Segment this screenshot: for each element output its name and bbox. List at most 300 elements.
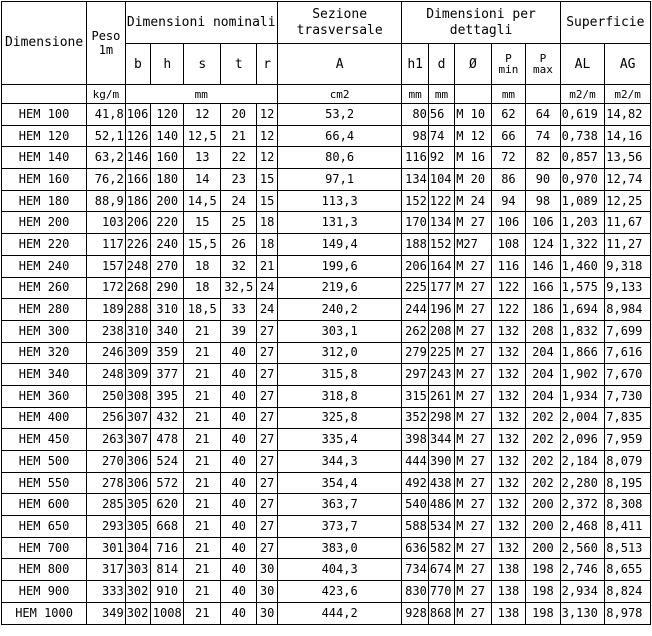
cell-h1: 636: [402, 537, 428, 559]
cell-h1: 188: [402, 234, 428, 256]
cell-al: 2,468: [560, 516, 605, 538]
cell-ag: 7,730: [605, 385, 651, 407]
cell-ag: 7,699: [605, 320, 651, 342]
cell-b: 268: [125, 277, 150, 299]
cell-pmax: 202: [526, 429, 561, 451]
cell-pmax: 124: [526, 234, 561, 256]
unit-d: mm: [428, 85, 454, 104]
cell-al: 1,694: [560, 299, 605, 321]
cell-t: 40: [220, 516, 257, 538]
cell-t: 32: [220, 255, 257, 277]
cell-h: 359: [151, 342, 184, 364]
cell-t: 40: [220, 342, 257, 364]
cell-al: 2,934: [560, 581, 605, 603]
cell-t: 21: [220, 125, 257, 147]
table-row: [2, 147, 651, 169]
cell-t: 40: [220, 451, 257, 473]
table-row: [2, 385, 651, 407]
cell-pmax: 200: [526, 537, 561, 559]
cell-area: 219,6: [277, 277, 402, 299]
cell-ag: 11,67: [605, 212, 651, 234]
cell-phi: M 27: [455, 494, 492, 516]
cell-h1: 152: [402, 190, 428, 212]
cell-h1: 80: [402, 104, 428, 126]
cell-r: 27: [257, 407, 277, 429]
cell-phi: M 27: [455, 516, 492, 538]
cell-b: 310: [125, 320, 150, 342]
cell-al: 1,902: [560, 364, 605, 386]
header-dimensioni-nominali: Dimensioni nominali: [125, 2, 277, 44]
cell-peso: 349: [87, 602, 126, 624]
cell-t: 40: [220, 494, 257, 516]
cell-al: 3,130: [560, 602, 605, 624]
cell-ag: 14,82: [605, 104, 651, 126]
cell-r: 30: [257, 559, 277, 581]
cell-d: 438: [428, 472, 454, 494]
cell-b: 186: [125, 190, 150, 212]
cell-phi: M 20: [455, 169, 492, 191]
header-dettagli-line2: dettagli: [449, 22, 513, 38]
cell-b: 306: [125, 451, 150, 473]
cell-peso: 76,2: [87, 169, 126, 191]
table-row: [2, 125, 651, 147]
cell-r: 27: [257, 451, 277, 473]
cell-h1: 398: [402, 429, 428, 451]
cell-peso: 248: [87, 364, 126, 386]
cell-b: 146: [125, 147, 150, 169]
cell-s: 21: [184, 537, 221, 559]
cell-peso: 285: [87, 494, 126, 516]
cell-r: 30: [257, 581, 277, 603]
cell-ag: 8,984: [605, 299, 651, 321]
header-pmin-min: min: [498, 63, 519, 76]
cell-pmin: 132: [491, 429, 525, 451]
cell-pmin: 72: [491, 147, 525, 169]
cell-peso: 88,9: [87, 190, 126, 212]
cell-ag: 12,25: [605, 190, 651, 212]
cell-pmax: 202: [526, 472, 561, 494]
cell-t: 40: [220, 537, 257, 559]
cell-al: 0,738: [560, 125, 605, 147]
cell-pmin: 86: [491, 169, 525, 191]
cell-t: 40: [220, 602, 257, 624]
table-row: [2, 364, 651, 386]
cell-h1: 297: [402, 364, 428, 386]
cell-pmax: 200: [526, 494, 561, 516]
cell-t: 40: [220, 559, 257, 581]
cell-dimensione: HEM 180: [2, 190, 87, 212]
cell-s: 21: [184, 559, 221, 581]
cell-pmin: 132: [491, 407, 525, 429]
cell-t: 40: [220, 364, 257, 386]
unit-pmax-blank: [526, 85, 561, 104]
cell-peso: 333: [87, 581, 126, 603]
cell-area: 363,7: [277, 494, 402, 516]
cell-r: 27: [257, 320, 277, 342]
cell-dimensione: HEM 240: [2, 255, 87, 277]
cell-area: 80,6: [277, 147, 402, 169]
cell-pmin: 132: [491, 516, 525, 538]
table-row: [2, 494, 651, 516]
cell-b: 307: [125, 407, 150, 429]
cell-phi: M 12: [455, 125, 492, 147]
cell-pmin: 132: [491, 494, 525, 516]
header-row-groups: [2, 2, 651, 44]
cell-area: 53,2: [277, 104, 402, 126]
cell-area: 423,6: [277, 581, 402, 603]
cell-h1: 206: [402, 255, 428, 277]
cell-dimensione: HEM 260: [2, 277, 87, 299]
cell-al: 1,322: [560, 234, 605, 256]
cell-dimensione: HEM 320: [2, 342, 87, 364]
cell-pmax: 74: [526, 125, 561, 147]
table-row: [2, 429, 651, 451]
cell-d: 390: [428, 451, 454, 473]
cell-dimensione: HEM 800: [2, 559, 87, 581]
cell-s: 12: [184, 104, 221, 126]
cell-h: 340: [151, 320, 184, 342]
cell-phi: M 27: [455, 364, 492, 386]
cell-al: 0,970: [560, 169, 605, 191]
cell-b: 306: [125, 472, 150, 494]
cell-h1: 444: [402, 451, 428, 473]
cell-area: 354,4: [277, 472, 402, 494]
cell-h: 377: [151, 364, 184, 386]
unit-blank: [2, 85, 87, 104]
cell-r: 27: [257, 537, 277, 559]
cell-d: 208: [428, 320, 454, 342]
cell-r: 15: [257, 190, 277, 212]
cell-phi: M 27: [455, 559, 492, 581]
cell-peso: 52,1: [87, 125, 126, 147]
cell-t: 23: [220, 169, 257, 191]
cell-phi: M 10: [455, 104, 492, 126]
cell-s: 21: [184, 516, 221, 538]
cell-phi: M 27: [455, 277, 492, 299]
cell-h1: 262: [402, 320, 428, 342]
cell-ag: 8,824: [605, 581, 651, 603]
header-s: s: [184, 44, 221, 85]
cell-r: 27: [257, 385, 277, 407]
cell-area: 373,7: [277, 516, 402, 538]
cell-dimensione: HEM 550: [2, 472, 87, 494]
cell-r: 27: [257, 494, 277, 516]
cell-d: 196: [428, 299, 454, 321]
cell-ag: 9,318: [605, 255, 651, 277]
table-body: [2, 104, 651, 625]
cell-d: 104: [428, 169, 454, 191]
cell-d: 486: [428, 494, 454, 516]
cell-pmax: 198: [526, 581, 561, 603]
cell-h1: 279: [402, 342, 428, 364]
cell-d: 122: [428, 190, 454, 212]
cell-phi: M 27: [455, 255, 492, 277]
cell-h: 432: [151, 407, 184, 429]
cell-b: 302: [125, 581, 150, 603]
cell-h1: 492: [402, 472, 428, 494]
header-sezione-line1: Sezione: [312, 6, 368, 22]
cell-peso: 238: [87, 320, 126, 342]
cell-d: 134: [428, 212, 454, 234]
table-row: [2, 581, 651, 603]
cell-al: 2,280: [560, 472, 605, 494]
cell-pmin: 108: [491, 234, 525, 256]
cell-h1: 170: [402, 212, 428, 234]
cell-al: 2,096: [560, 429, 605, 451]
cell-h1: 225: [402, 277, 428, 299]
cell-h: 620: [151, 494, 184, 516]
cell-pmax: 200: [526, 516, 561, 538]
cell-phi: M 27: [455, 602, 492, 624]
cell-h1: 244: [402, 299, 428, 321]
cell-h1: 352: [402, 407, 428, 429]
cell-t: 40: [220, 385, 257, 407]
cell-b: 305: [125, 494, 150, 516]
cell-phi: M 27: [455, 407, 492, 429]
cell-dimensione: HEM 220: [2, 234, 87, 256]
cell-dimensione: HEM 900: [2, 581, 87, 603]
cell-pmax: 186: [526, 299, 561, 321]
cell-area: 131,3: [277, 212, 402, 234]
cell-al: 2,004: [560, 407, 605, 429]
hem-profile-table: [1, 1, 651, 625]
cell-ag: 8,513: [605, 537, 651, 559]
header-peso-line2: 1m: [98, 43, 114, 57]
cell-s: 15: [184, 212, 221, 234]
cell-pmax: 198: [526, 559, 561, 581]
cell-area: 318,8: [277, 385, 402, 407]
cell-s: 13: [184, 147, 221, 169]
cell-r: 27: [257, 364, 277, 386]
cell-h1: 134: [402, 169, 428, 191]
cell-peso: 117: [87, 234, 126, 256]
cell-d: 674: [428, 559, 454, 581]
cell-phi: M 27: [455, 342, 492, 364]
cell-h1: 734: [402, 559, 428, 581]
header-h1: h1: [402, 44, 428, 85]
cell-b: 307: [125, 429, 150, 451]
cell-pmin: 106: [491, 212, 525, 234]
cell-h: 270: [151, 255, 184, 277]
cell-h: 220: [151, 212, 184, 234]
cell-ag: 7,670: [605, 364, 651, 386]
header-superficie: Superficie: [560, 2, 650, 44]
header-phi: Ø: [455, 44, 492, 85]
cell-b: 166: [125, 169, 150, 191]
cell-b: 106: [125, 104, 150, 126]
cell-area: 66,4: [277, 125, 402, 147]
cell-al: 0,857: [560, 147, 605, 169]
cell-peso: 250: [87, 385, 126, 407]
table-row: [2, 234, 651, 256]
cell-dimensione: HEM 200: [2, 212, 87, 234]
cell-h1: 540: [402, 494, 428, 516]
cell-pmin: 132: [491, 342, 525, 364]
cell-r: 18: [257, 212, 277, 234]
cell-d: 868: [428, 602, 454, 624]
table-row: [2, 559, 651, 581]
cell-r: 24: [257, 299, 277, 321]
cell-ag: 9,133: [605, 277, 651, 299]
cell-b: 309: [125, 342, 150, 364]
cell-h1: 315: [402, 385, 428, 407]
cell-h1: 116: [402, 147, 428, 169]
cell-pmax: 166: [526, 277, 561, 299]
cell-r: 24: [257, 277, 277, 299]
cell-pmin: 66: [491, 125, 525, 147]
table-row: [2, 299, 651, 321]
cell-pmin: 132: [491, 320, 525, 342]
cell-d: 56: [428, 104, 454, 126]
cell-peso: 317: [87, 559, 126, 581]
unit-h1: mm: [402, 85, 428, 104]
header-pmax-p: P: [539, 52, 547, 65]
unit-ag: m2/m: [605, 85, 651, 104]
cell-b: 302: [125, 602, 150, 624]
cell-s: 12,5: [184, 125, 221, 147]
header-h: h: [151, 44, 184, 85]
cell-pmin: 116: [491, 255, 525, 277]
cell-s: 18,5: [184, 299, 221, 321]
header-peso: [87, 2, 126, 85]
cell-b: 288: [125, 299, 150, 321]
header-row-units: [2, 85, 651, 104]
cell-dimensione: HEM 700: [2, 537, 87, 559]
cell-area: 315,8: [277, 364, 402, 386]
cell-b: 226: [125, 234, 150, 256]
table-row: [2, 104, 651, 126]
header-pmax: [526, 44, 561, 85]
cell-dimensione: HEM 100: [2, 104, 87, 126]
cell-al: 2,560: [560, 537, 605, 559]
cell-s: 14: [184, 169, 221, 191]
cell-b: 304: [125, 537, 150, 559]
cell-s: 15,5: [184, 234, 221, 256]
cell-dimensione: HEM 360: [2, 385, 87, 407]
cell-dimensione: HEM 650: [2, 516, 87, 538]
table-row: [2, 451, 651, 473]
cell-t: 40: [220, 472, 257, 494]
cell-phi: M 27: [455, 451, 492, 473]
table-row: [2, 190, 651, 212]
cell-s: 14,5: [184, 190, 221, 212]
cell-pmax: 202: [526, 451, 561, 473]
cell-h1: 928: [402, 602, 428, 624]
cell-t: 26: [220, 234, 257, 256]
cell-h: 290: [151, 277, 184, 299]
header-sezione: [277, 2, 402, 44]
table-row: [2, 537, 651, 559]
cell-area: 113,3: [277, 190, 402, 212]
cell-pmin: 62: [491, 104, 525, 126]
cell-area: 404,3: [277, 559, 402, 581]
cell-s: 21: [184, 602, 221, 624]
cell-h: 160: [151, 147, 184, 169]
cell-phi: M 27: [455, 385, 492, 407]
cell-area: 97,1: [277, 169, 402, 191]
header-pmax-max: max: [532, 63, 553, 76]
cell-d: 261: [428, 385, 454, 407]
header-dimensione: Dimensione: [2, 2, 87, 85]
cell-h: 572: [151, 472, 184, 494]
cell-peso: 103: [87, 212, 126, 234]
cell-phi: M 16: [455, 147, 492, 169]
cell-area: 335,4: [277, 429, 402, 451]
cell-pmin: 132: [491, 385, 525, 407]
cell-s: 18: [184, 255, 221, 277]
cell-t: 40: [220, 581, 257, 603]
unit-phi-blank: [455, 85, 492, 104]
cell-s: 21: [184, 451, 221, 473]
header-dimensioni-dettagli: [402, 2, 560, 44]
cell-peso: 157: [87, 255, 126, 277]
cell-area: 325,8: [277, 407, 402, 429]
cell-r: 27: [257, 342, 277, 364]
header-sezione-line2: trasversale: [296, 22, 383, 38]
cell-peso: 41,8: [87, 104, 126, 126]
cell-d: 74: [428, 125, 454, 147]
cell-t: 40: [220, 429, 257, 451]
cell-area: 383,0: [277, 537, 402, 559]
cell-pmax: 204: [526, 364, 561, 386]
cell-s: 21: [184, 342, 221, 364]
cell-t: 22: [220, 147, 257, 169]
cell-r: 12: [257, 104, 277, 126]
cell-ag: 8,195: [605, 472, 651, 494]
header-A: A: [277, 44, 402, 85]
header-peso-line1: Peso: [91, 29, 121, 43]
cell-t: 33: [220, 299, 257, 321]
cell-ag: 11,27: [605, 234, 651, 256]
cell-h: 120: [151, 104, 184, 126]
cell-dimensione: HEM 280: [2, 299, 87, 321]
cell-ag: 8,655: [605, 559, 651, 581]
cell-dimensione: HEM 400: [2, 407, 87, 429]
cell-pmin: 94: [491, 190, 525, 212]
cell-h: 180: [151, 169, 184, 191]
cell-h: 1008: [151, 602, 184, 624]
cell-r: 27: [257, 472, 277, 494]
cell-al: 0,619: [560, 104, 605, 126]
cell-h1: 98: [402, 125, 428, 147]
unit-p: mm: [491, 85, 525, 104]
cell-d: 92: [428, 147, 454, 169]
cell-peso: 256: [87, 407, 126, 429]
cell-pmin: 132: [491, 472, 525, 494]
cell-d: 225: [428, 342, 454, 364]
cell-dimensione: HEM 140: [2, 147, 87, 169]
cell-area: 312,0: [277, 342, 402, 364]
cell-peso: 189: [87, 299, 126, 321]
cell-phi: M 27: [455, 472, 492, 494]
cell-h: 200: [151, 190, 184, 212]
cell-dimensione: HEM 120: [2, 125, 87, 147]
cell-r: 21: [257, 255, 277, 277]
cell-pmax: 204: [526, 385, 561, 407]
cell-t: 25: [220, 212, 257, 234]
cell-r: 12: [257, 147, 277, 169]
cell-b: 308: [125, 385, 150, 407]
cell-s: 21: [184, 472, 221, 494]
cell-al: 1,460: [560, 255, 605, 277]
cell-pmax: 90: [526, 169, 561, 191]
cell-r: 15: [257, 169, 277, 191]
cell-ag: 8,978: [605, 602, 651, 624]
cell-pmin: 122: [491, 277, 525, 299]
header-d: d: [428, 44, 454, 85]
header-AG: AG: [605, 44, 651, 85]
cell-b: 248: [125, 255, 150, 277]
